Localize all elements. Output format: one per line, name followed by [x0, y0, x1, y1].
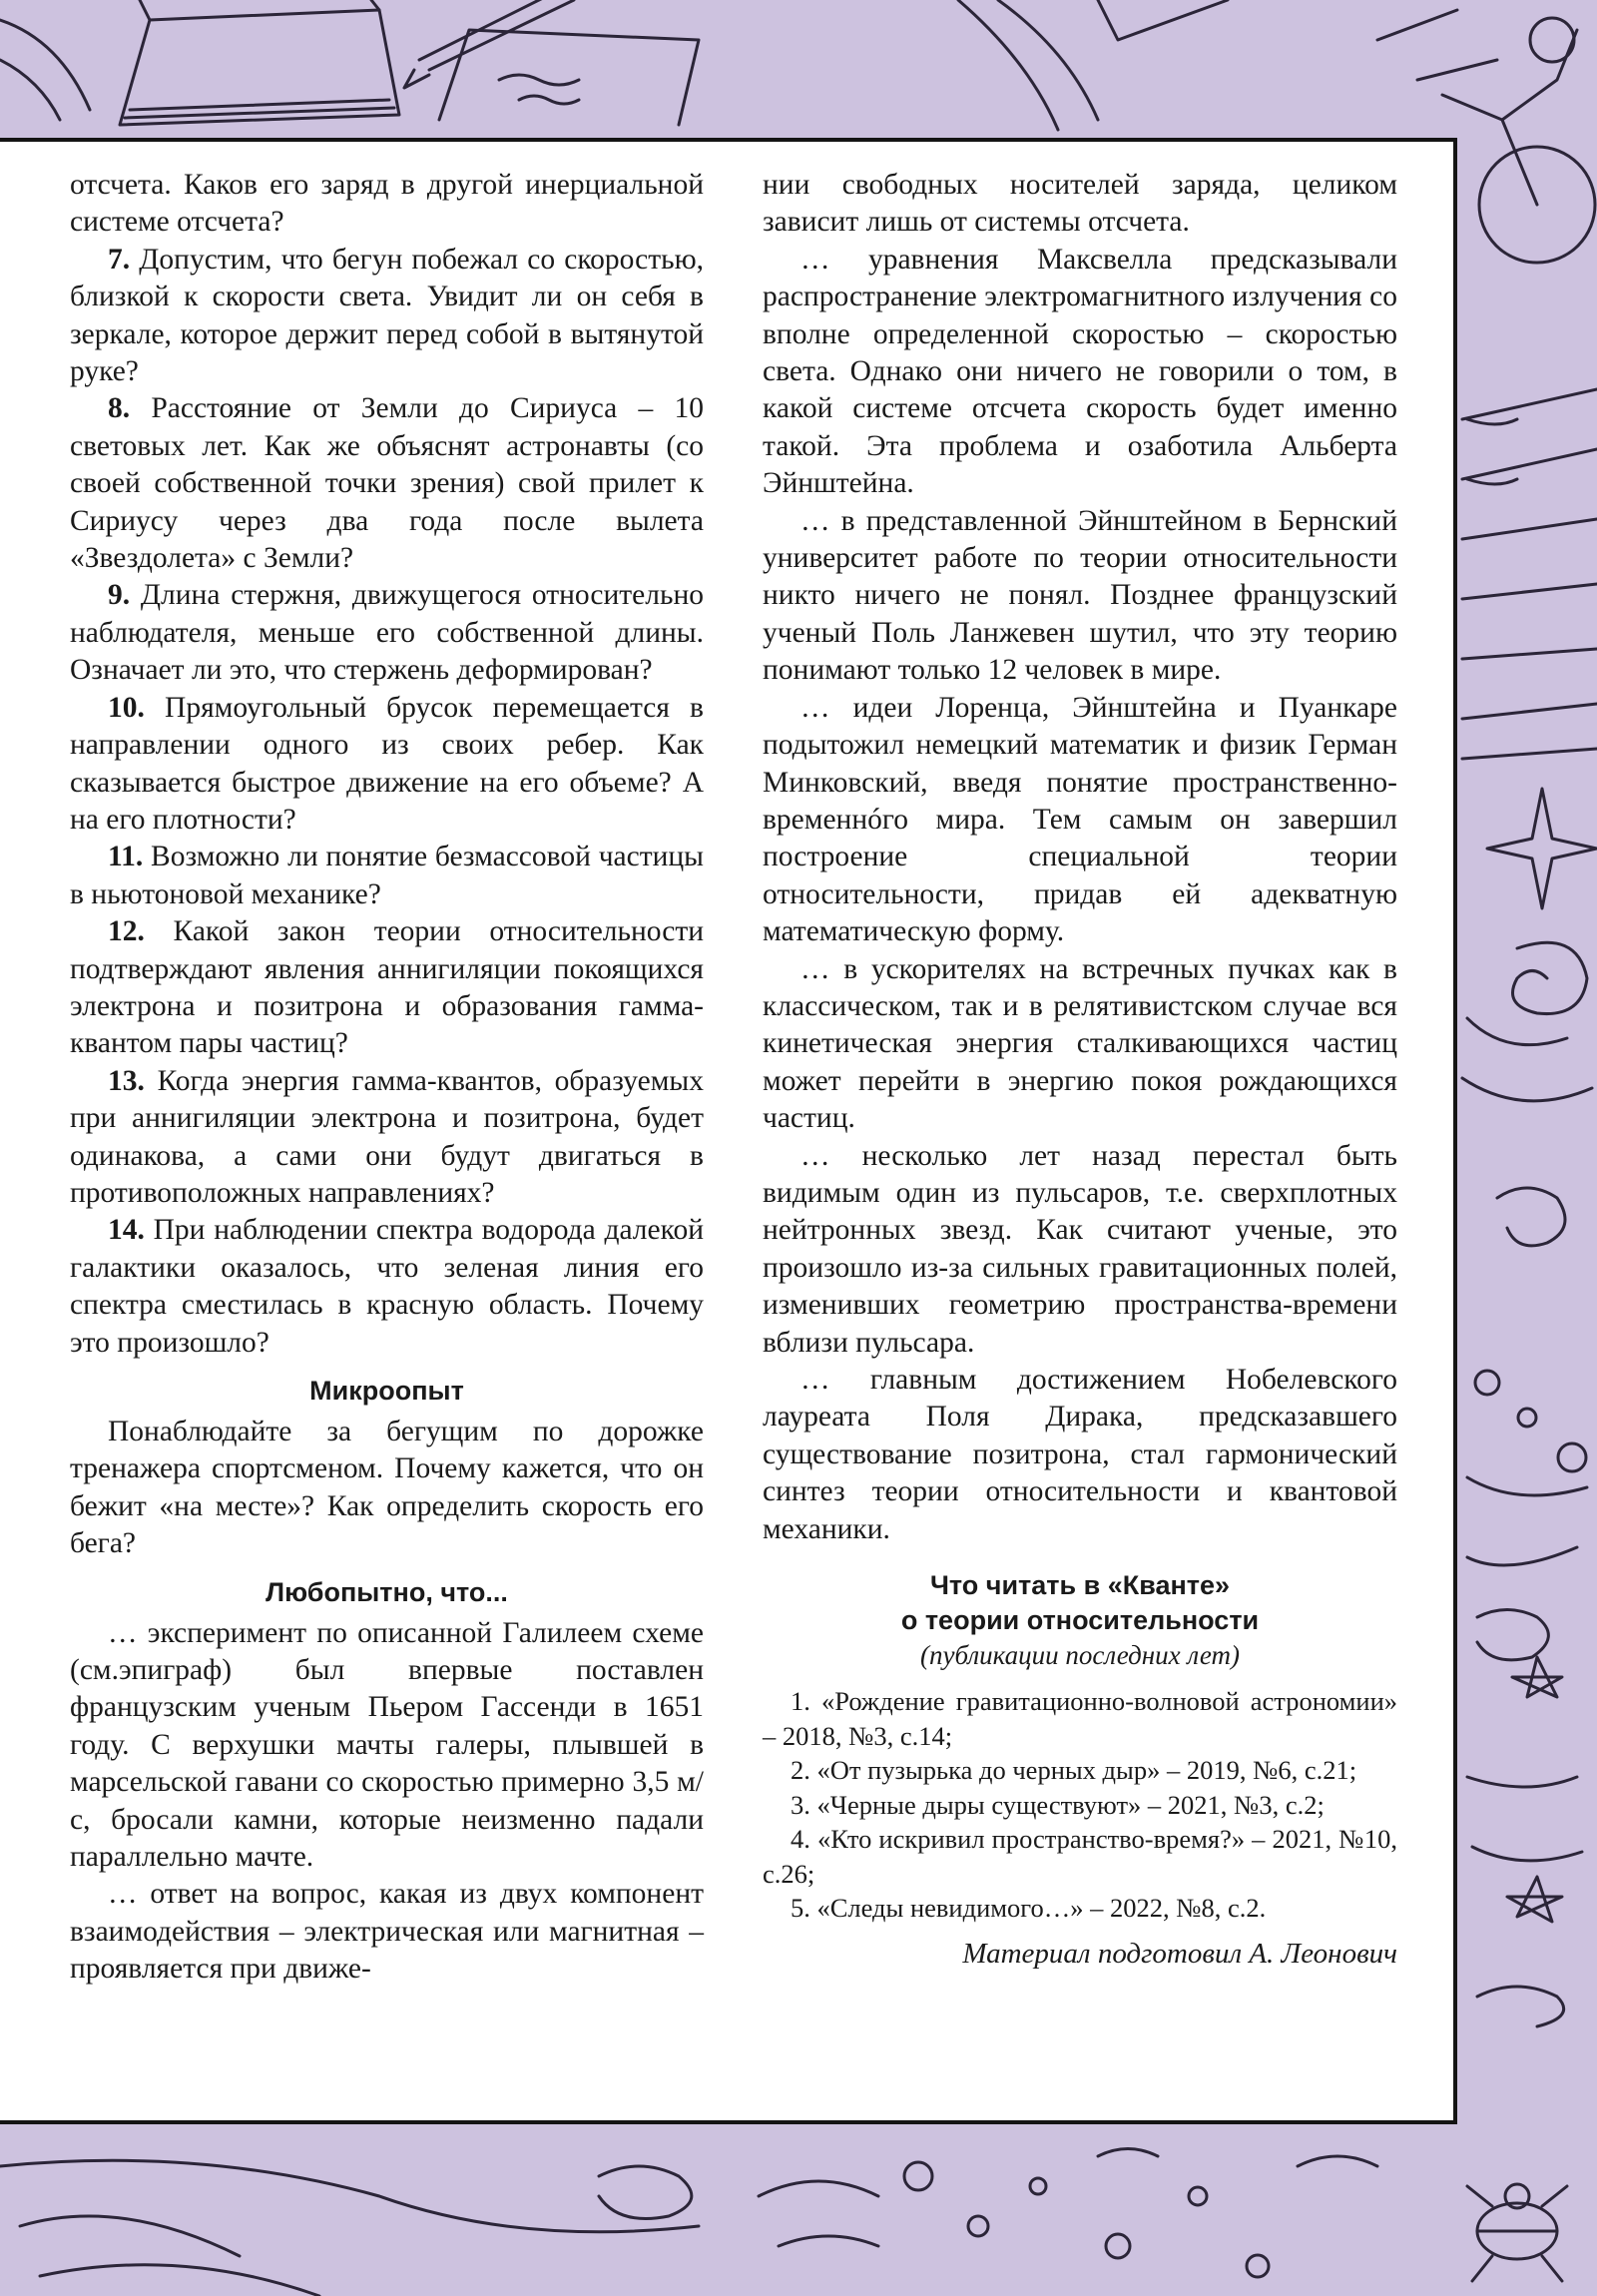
curious-fact-5: … идеи Лоренца, Эйнштейна и Пуанкаре подытожил немецкий математик и физик Герман Минковский, введя понятие пространственно-временнóго мира. Тем самым он завершил построение специальной теории относительности, придав ей адекватную математическую форму. — [763, 691, 1397, 948]
publication-item: 1. «Рождение гравитационно-волновой астрономии» – 2018, №3, с.14; — [763, 1686, 1397, 1751]
reading-note: (публикации последних лет) — [920, 1640, 1240, 1671]
question-13: 13. Когда энергия гамма-квантов, образуемых при аннигиляции электрона и позитрона, будет одинакова, а сами они будут двигаться в противоположных направлениях? — [70, 1064, 704, 1209]
publication-item: 3. «Черные дыры существуют» – 2021, №3, с.2; — [791, 1789, 1325, 1820]
question-10: 10. Прямоугольный брусок перемещается в направлении одного из своих ребер. Как сказывается быстрое движение на его объеме? А на его плотности? — [70, 691, 704, 836]
reading-heading-line-2: о теории относительности — [900, 1605, 1260, 1636]
curious-fact-3: … уравнения Максвелла предсказывали распространение электромагнитного излучения со вполне определенной скоростью – скоростью света. Однако они ничего не говорили о том, в какой системе отсчета скорость будет именно такой. Эта проблема и озаботила Альберта Эйнштейна. — [763, 243, 1397, 500]
curious-fact-4: … в представленной Эйнштейном в Бернский университет работе по теории относительности никто ничего не понял. Позднее французский ученый Поль Ланжевен шутил, что эту теорию понимают только 12 человек в мире. — [763, 504, 1397, 687]
right-column — [763, 167, 1397, 1973]
question-12: 12. Какой закон теории относительности подтверждают явления аннигиляции покоящихся электрона и позитрона и образования гамма-квантом пары частиц? — [70, 915, 705, 1060]
author-credit: Материал подготовил А. Леонович — [962, 1937, 1397, 1970]
micro-experiment-text: Понаблюдайте за бегущим по дорожке тренажера спортсменом. Почему кажется, что он бежит «на месте»? Как определить скорость его бега? — [70, 1416, 704, 1560]
curious-fact-6: … в ускорителях на встречных пучках как в классическом, так и в релятивистском случае вся кинетическая энергия сталкивающихся частиц может перейти в энергию покоя рождающихся частиц. — [763, 952, 1397, 1135]
reading-heading — [763, 1568, 1397, 1638]
micro-experiment-heading: Микроопыт — [309, 1376, 464, 1406]
curious-fact-7: … несколько лет назад перестал быть видимым один из пульсаров, т.е. сверхплотных нейтронных звезд. Как считают ученые, это произошло из-за сильных гравитационных полей, изменивших геометрию пространства-времени вблизи пульсара. — [763, 1139, 1397, 1359]
curious-fact-continuation: нии свободных носителей заряда, целиком зависит лишь от системы отсчета. — [763, 169, 1397, 239]
question-9: 9. Длина стержня, движущегося относительно наблюдателя, меньше его собственной длины. Означает ли это, что стержень деформирован? — [70, 579, 704, 687]
publication-item: 2. «От пузырька до черных дыр» – 2019, №6, с.21; — [791, 1755, 1357, 1786]
question-14: 14. При наблюдении спектра водорода далекой галактики оказалось, что зеленая линия его спектра сместилась в красную область. Почему это произошло? — [70, 1214, 704, 1359]
left-column — [70, 167, 704, 1989]
curious-fact-8: … главным достижением Нобелевского лауреата Поля Дирака, предсказавшего существование позитрона, стал гармонический синтез теории относительности и квантовой механики. — [763, 1364, 1397, 1545]
publication-item: 5. «Следы невидимого…» – 2022, №8, с.2. — [791, 1893, 1267, 1924]
publication-item: 4. «Кто искривил пространство-время?» – 2021, №10, с.26; — [763, 1824, 1397, 1889]
question-7: 7. Допустим, что бегун побежал со скоростью, близкой к скорости света. Увидит ли он себя в зеркале, которое держит перед собой в вытянутой руке? — [70, 243, 705, 388]
curious-heading: Любопытно, что... — [266, 1576, 508, 1607]
publication-list — [763, 1684, 1397, 1926]
curious-fact-1: … эксперимент по описанной Галилеем схеме (см.эпиграф) был впервые поставлен французским ученым Пьером Гассенди в 1651 году. С верхушки мачты галеры, плывшей в марсельской гавани со скоростью примерно 3,5 м/с, бросали камни, которые неизменно падали параллельно мачте. — [70, 1616, 704, 1874]
question-11: 11. Возможно ли понятие безмассовой частицы в ньютоновой механике? — [70, 841, 705, 910]
question-continuation: отсчета. Каков его заряд в другой инерциальной системе отсчета? — [70, 169, 704, 239]
curious-fact-2: … ответ на вопрос, какая из двух компонент взаимодействия – электрическая или магнитная – проявляется при движе- — [70, 1878, 704, 1986]
reading-heading-line-1: Что читать в «Кванте» — [929, 1570, 1231, 1601]
question-8: 8. Расстояние от Земли до Сириуса – 10 световых лет. Как же объяснят астронавты (со своей собственной точки зрения) свой прилет к Сириусу через два года после вылета «Звездолета» с Земли? — [70, 392, 704, 575]
article-page — [0, 138, 1457, 2124]
